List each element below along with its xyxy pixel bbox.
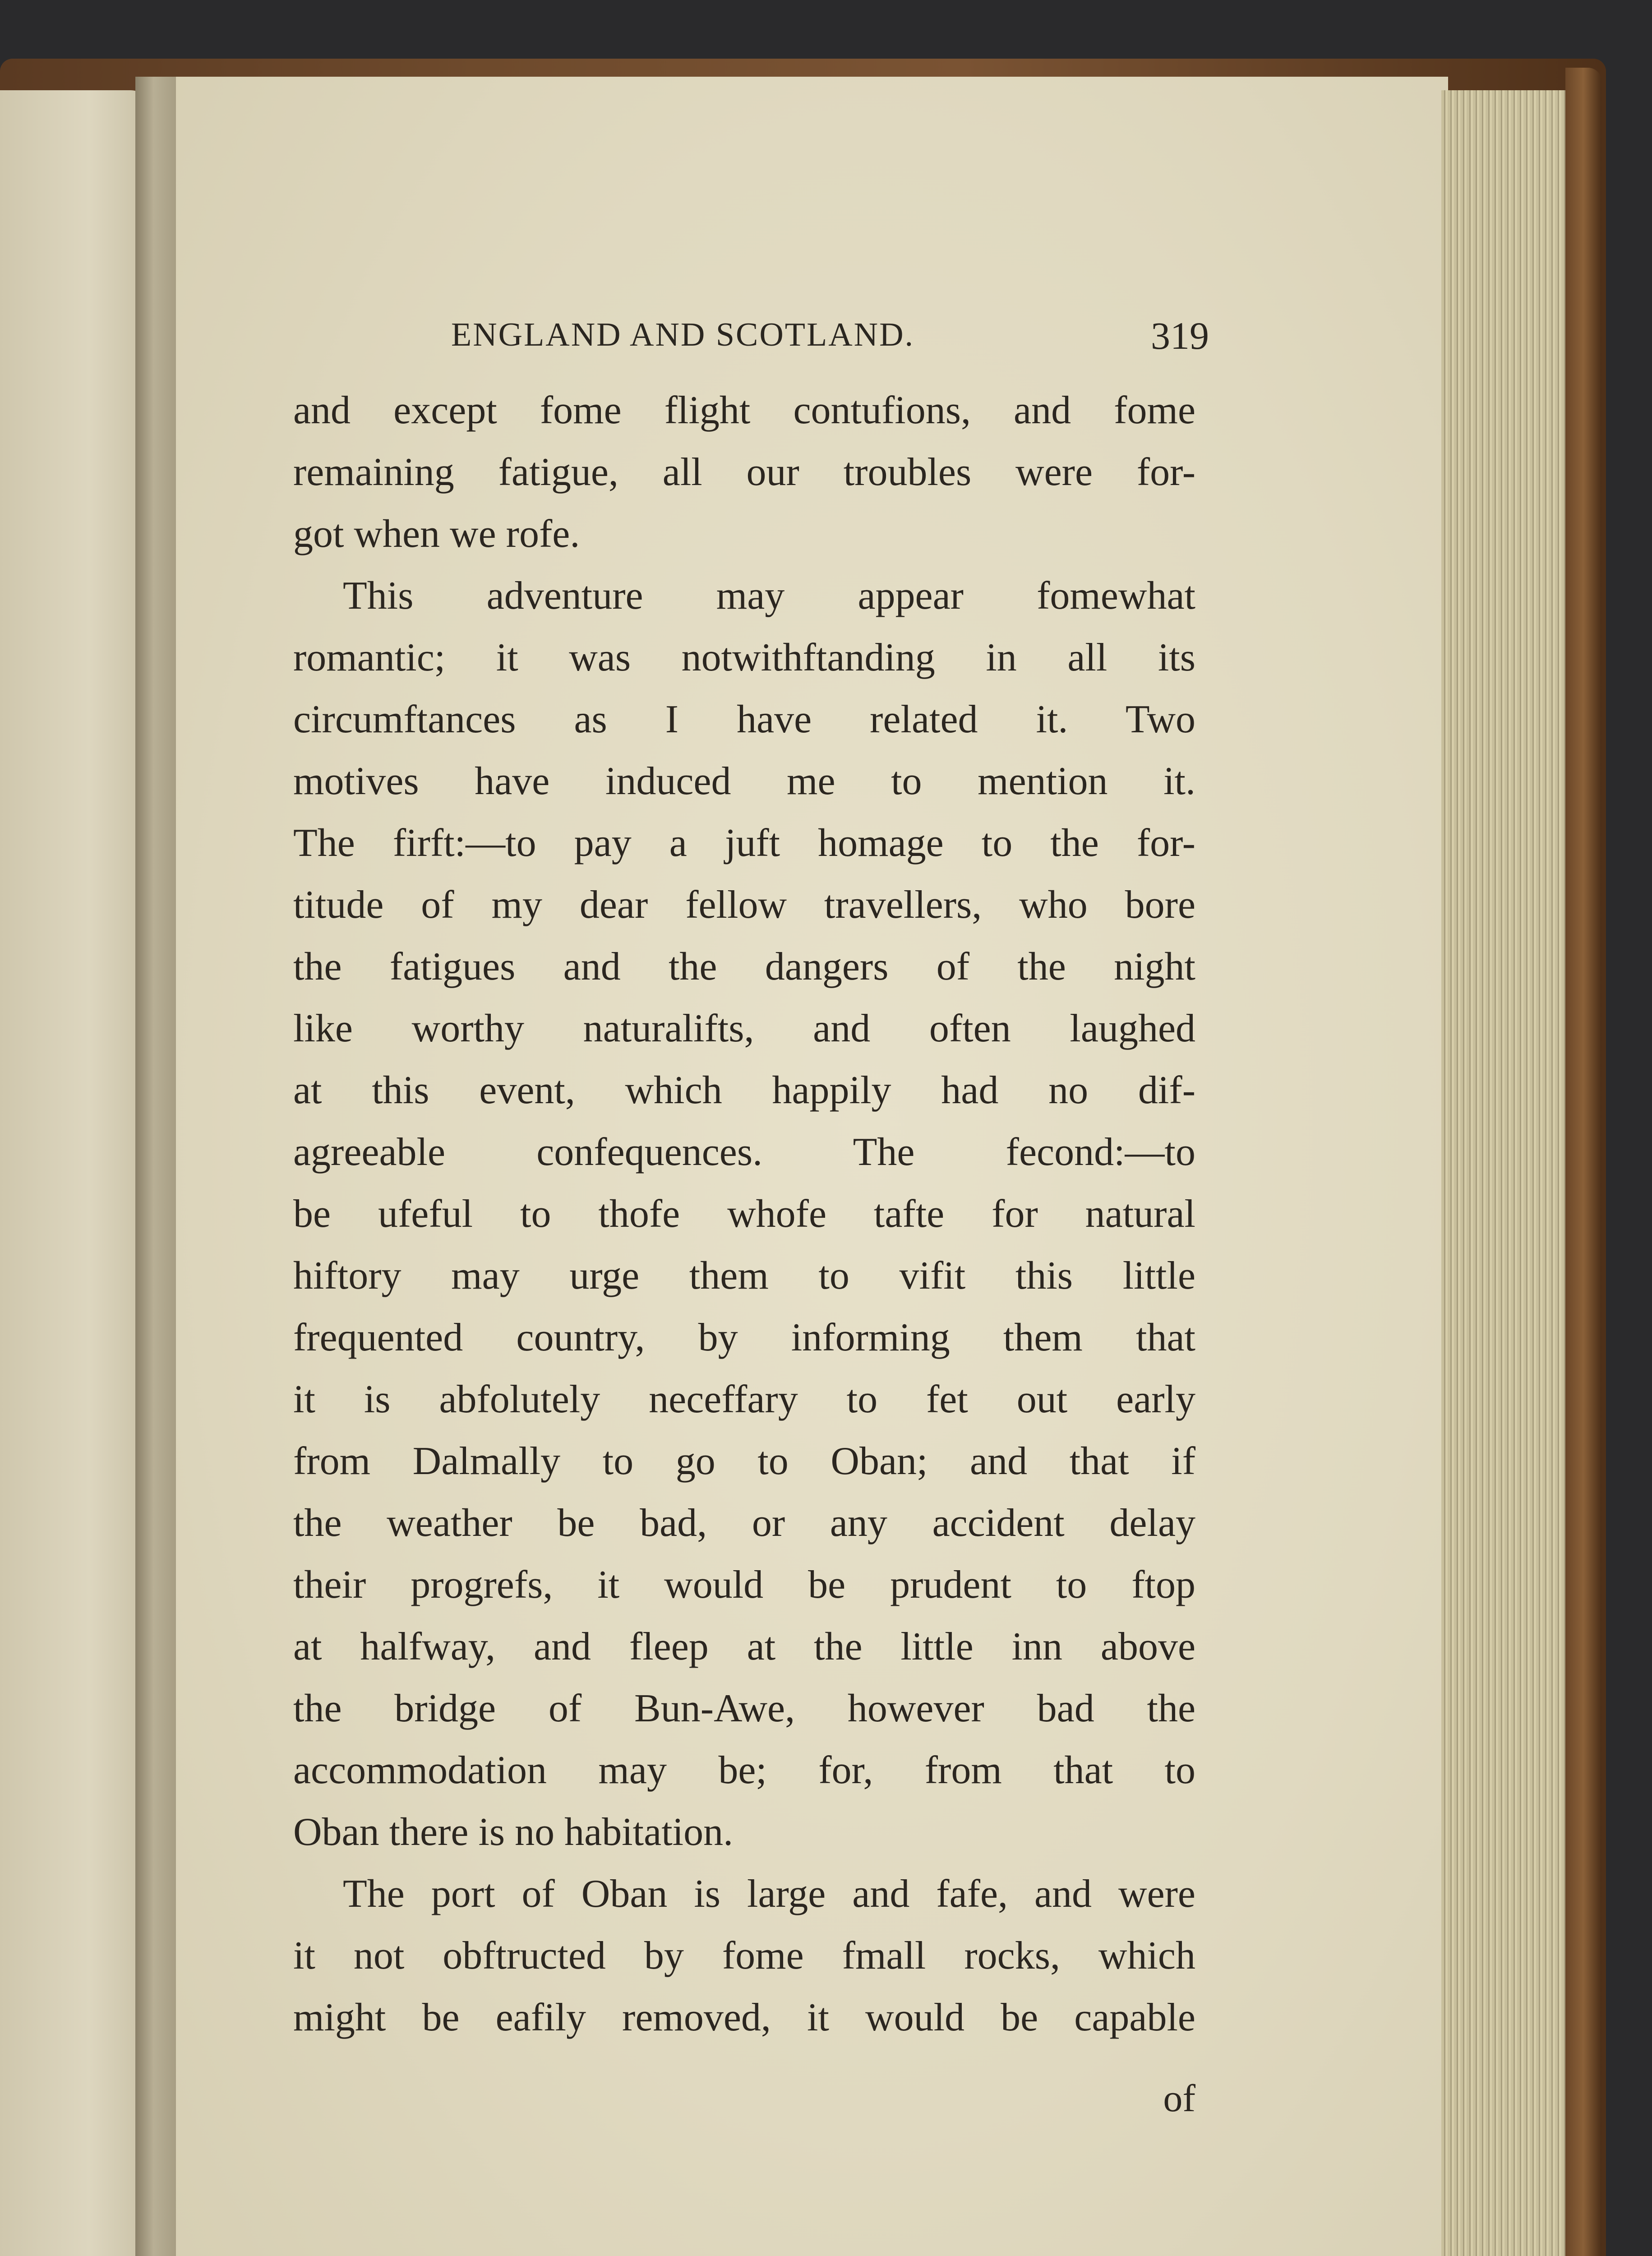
text-line: it not obftructed by fome fmall rocks, which (293, 1934, 1195, 1978)
text-line: it is abfolutely neceffary to fet out early (293, 1378, 1195, 1421)
text-line: The firft:—to pay a juft homage to the for- (293, 821, 1195, 865)
text-line: the fatigues and the dangers of the night (293, 945, 1195, 989)
cover-board-edge (1565, 68, 1601, 2256)
running-head-title: ENGLAND AND SCOTLAND. (451, 316, 915, 353)
text-line: their progrefs, it would be prudent to ftop (293, 1563, 1195, 1607)
text-line: agreeable confequences. The fecond:—to (293, 1130, 1195, 1174)
text-line: Oban there is no habitation. (293, 1810, 734, 1854)
text-line: at halfway, and fleep at the little inn above (293, 1625, 1195, 1669)
text-line: at this event, which happily had no dif- (293, 1068, 1195, 1112)
text-line: frequented country, by informing them that (293, 1316, 1195, 1359)
catchword: of (1163, 2076, 1195, 2120)
text-line: might be eafily removed, it would be capable (293, 1996, 1195, 2039)
text-line: from Dalmally to go to Oban; and that if (293, 1439, 1195, 1483)
text-line: like worthy naturalifts, and often laughed (293, 1007, 1195, 1050)
text-line: and except fome flight contufions, and fome (293, 388, 1195, 432)
text-line: hiftory may urge them to vifit this little (293, 1254, 1195, 1298)
text-line: the weather be bad, or any accident delay (293, 1501, 1195, 1545)
text-line: the bridge of Bun-Awe, however bad the (293, 1687, 1195, 1730)
page-stack-edges (1441, 90, 1581, 2256)
text-line: got when we rofe. (293, 512, 580, 556)
running-head (451, 316, 1209, 361)
text-line: This adventure may appear fomewhat (343, 574, 1195, 618)
text-line: remaining fatigue, all our troubles were for- (293, 450, 1195, 494)
text-line: be ufeful to thofe whofe tafte for natural (293, 1192, 1195, 1236)
page-number: 319 (1151, 314, 1209, 357)
text-line: circumftances as I have related it. Two (293, 698, 1195, 741)
text-line: titude of my dear fellow travellers, who bore (293, 883, 1195, 927)
text-line: romantic; it was notwithftanding in all its (293, 636, 1195, 680)
text-line: motives have induced me to mention it. (293, 759, 1195, 803)
left-page-edge (0, 90, 149, 2256)
text-line: accommodation may be; for, from that to (293, 1748, 1195, 1792)
text-line: The port of Oban is large and fafe, and were (343, 1872, 1195, 1916)
book-gutter (135, 77, 176, 2256)
